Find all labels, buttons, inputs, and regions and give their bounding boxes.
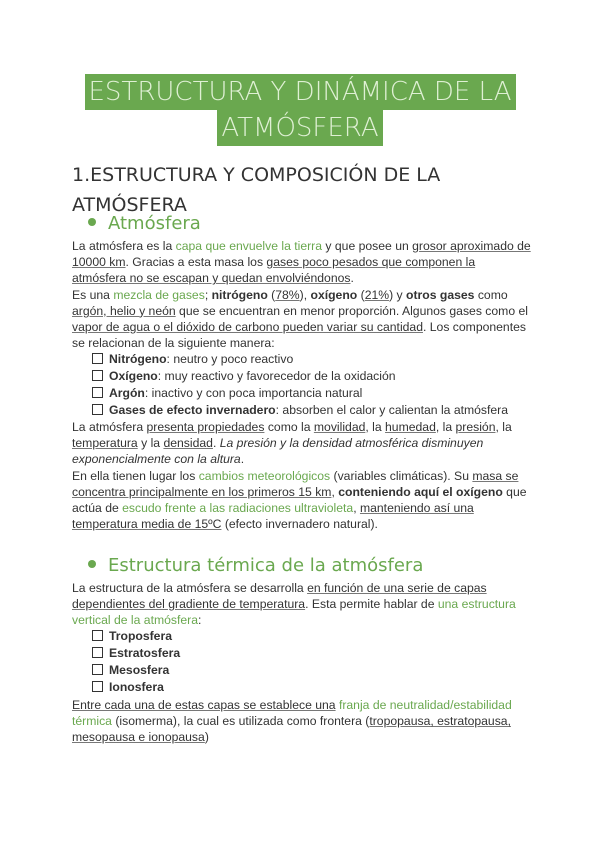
list-item: Nitrógeno: neutro y poco reactivo: [92, 351, 508, 368]
gas-list: [92, 351, 508, 419]
paragraph-intro: La atmósfera es la capa que envuelve la tierra y que posee un grosor aproximado de 10000 km. Gracias a esta masa los gases poco pesados que componen la atmósfera no se escapan y quedan envolviéndonos. Es una mezcla de gases; nitrógeno (78%), oxígeno (21%) y otros gases como argón, helio y neón que se encuentran en menor proporción. Algunos gases como el vapor de agua o el dióxido de carbono pueden variar su cantidad. Los componentes se relacionan de la siguiente manera:: [72, 239, 531, 351]
paragraph-boundaries: Entre cada una de estas capas se establece una franja de neutralidad/estabilidad térmica (isomerma), la cual es utilizada como frontera (tropopausa, estratopausa, mesopausa e ionopausa): [72, 698, 512, 745]
section1-heading: 1.ESTRUCTURA Y COMPOSICIÓN DE LA ATMÓSFERA: [72, 164, 441, 216]
checkbox-icon: [92, 387, 103, 398]
list-item: Ionosfera: [92, 679, 180, 696]
paragraph-properties: La atmósfera presenta propiedades como la movilidad, la humedad, la presión, la temperatura y la densidad. La presión y la densidad atmosférica disminuyen exponencialmente con la altura. En ella tienen lugar los cambios meteorológicos (variables climáticas). Su masa se concentra principalmente en los primeros 15 km, conteniendo aquí el oxígeno que actúa de escudo frente a las radiaciones ultravioleta, manteniendo así una temperatura media de 15ºC (efecto invernadero natural).: [72, 420, 527, 532]
checkbox-icon: [92, 370, 103, 381]
checkbox-icon: [92, 681, 103, 692]
checkbox-icon: [92, 647, 103, 658]
checkbox-icon: [92, 353, 103, 364]
checkbox-icon: [92, 630, 103, 641]
title-line-1: ESTRUCTURA Y DINÁMICA DE LA: [85, 74, 516, 110]
document-title: [0, 74, 600, 146]
checkbox-icon: [92, 404, 103, 415]
list-item: Mesosfera: [92, 662, 180, 679]
bullet-icon: [88, 218, 96, 226]
layer-list: [92, 628, 180, 696]
list-item: Oxígeno: muy reactivo y favorecedor de la oxidación: [92, 368, 508, 385]
subheading-estructura-termica: Estructura térmica de la atmósfera: [88, 554, 423, 578]
subheading-atmosfera: Atmósfera: [88, 212, 201, 236]
bullet-icon: [88, 560, 96, 568]
checkbox-icon: [92, 664, 103, 675]
list-item: Estratosfera: [92, 645, 180, 662]
list-item: Argón: inactivo y con poca importancia natural: [92, 385, 508, 402]
list-item: Gases de efecto invernadero: absorben el calor y calientan la atmósfera: [92, 402, 508, 419]
list-item: Troposfera: [92, 628, 180, 645]
paragraph-thermal: La estructura de la atmósfera se desarrolla en función de una serie de capas dependientes del gradiente de temperatura. Esta permite hablar de una estructura vertical de la atmósfera:: [72, 581, 516, 628]
title-line-2: ATMÓSFERA: [217, 110, 382, 146]
